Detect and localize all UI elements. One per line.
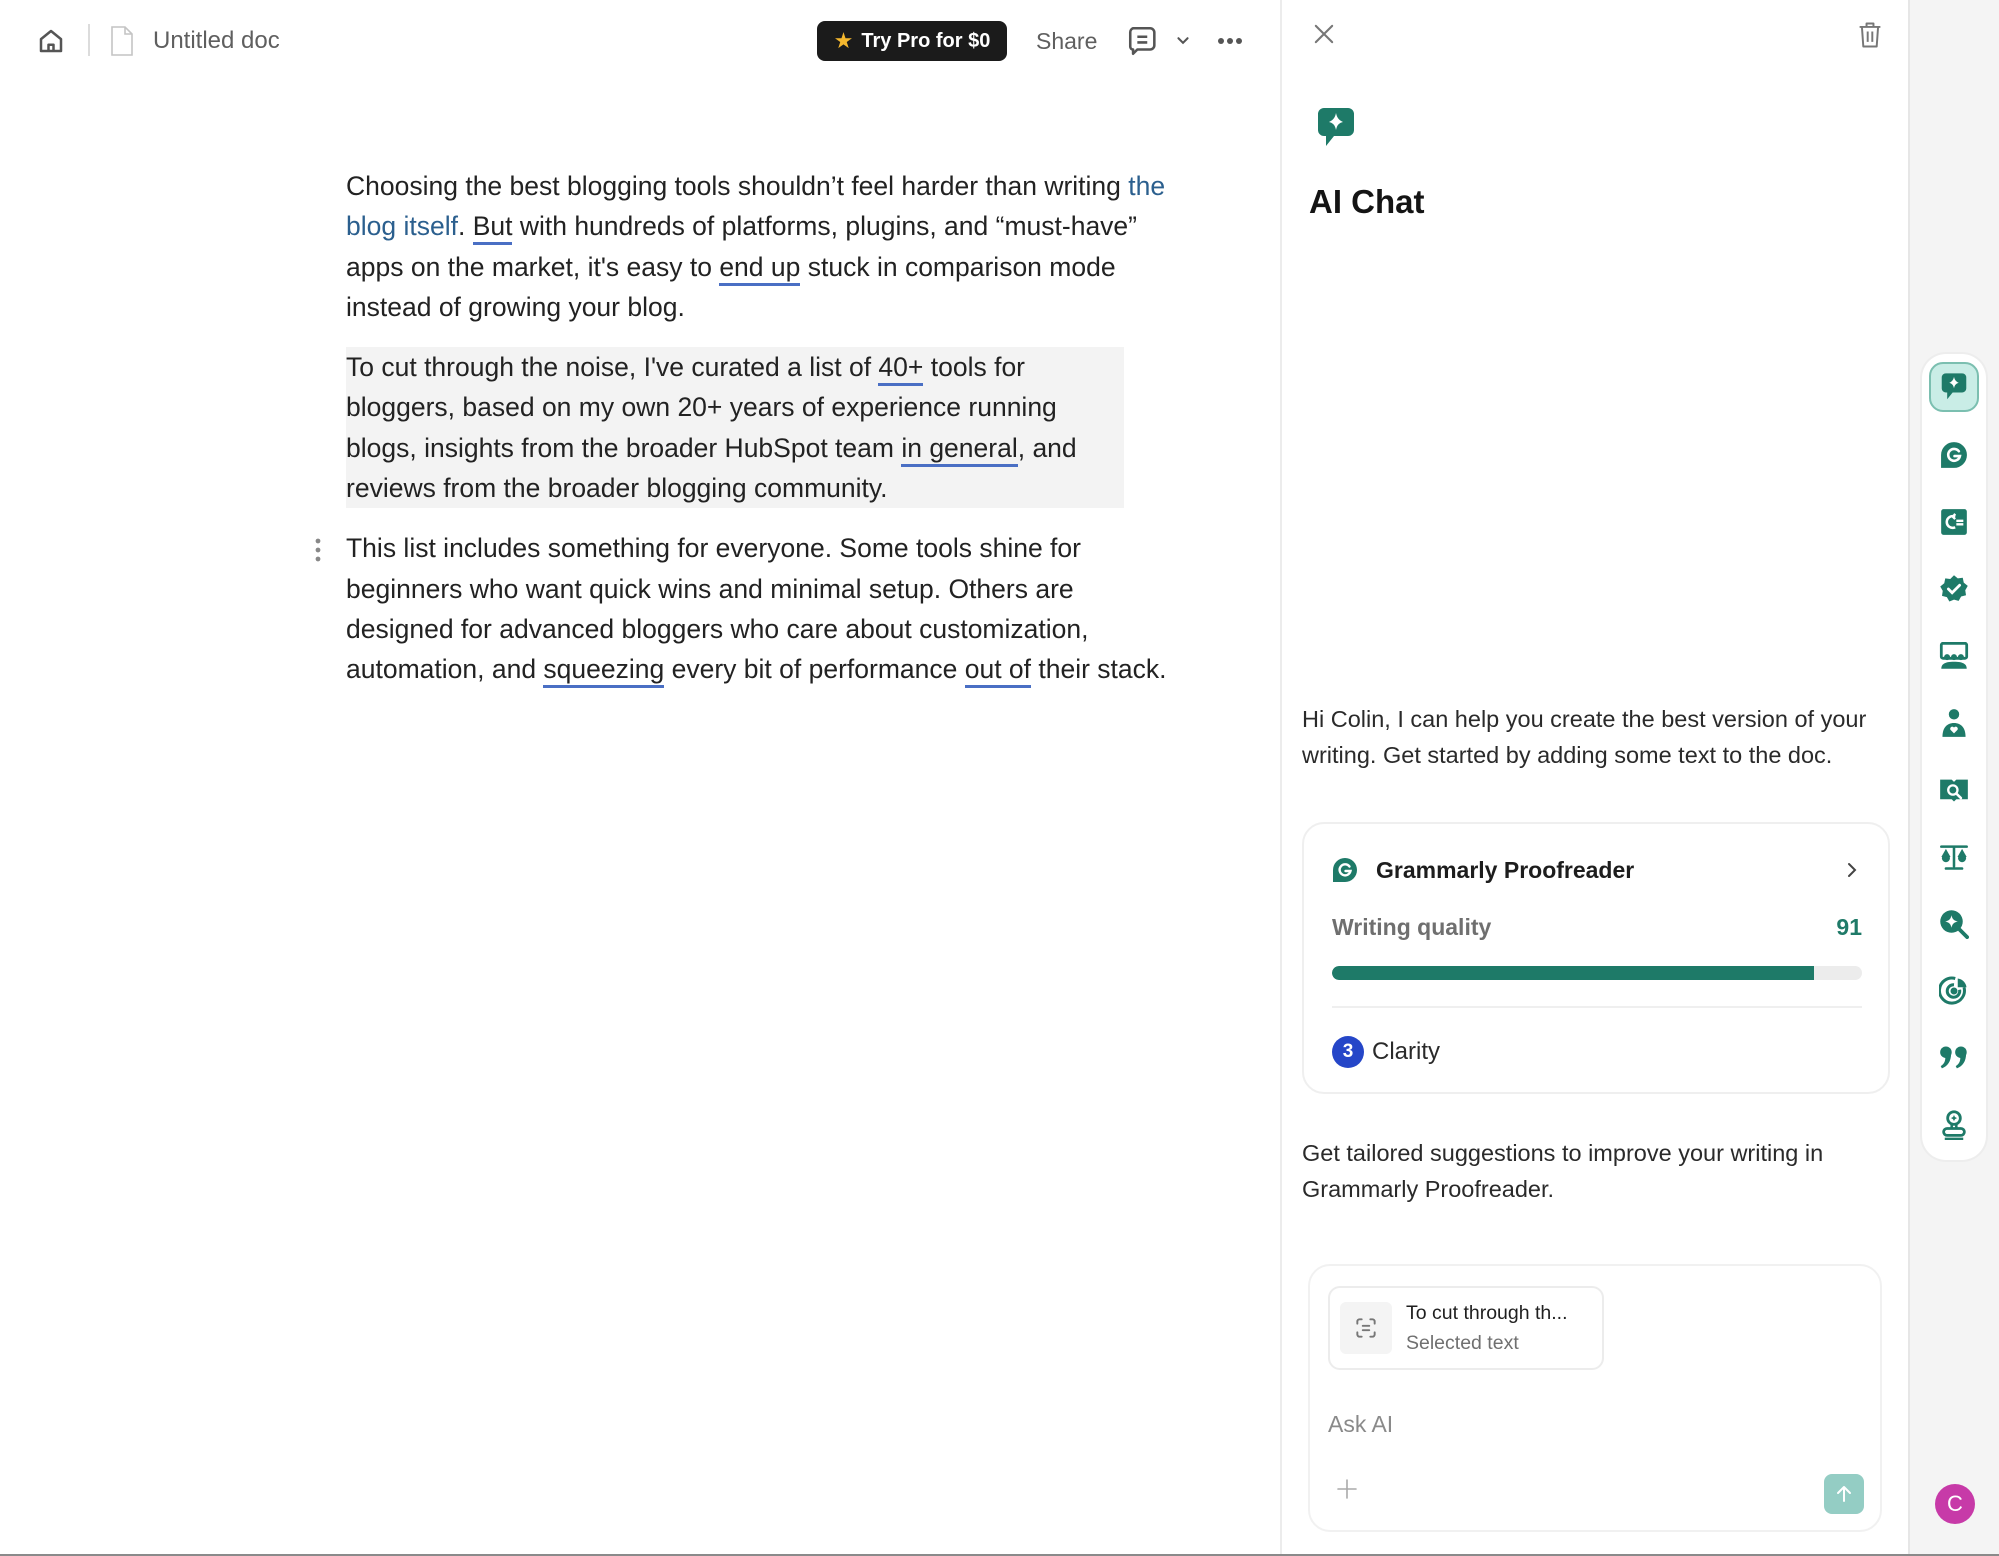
- rail-quote[interactable]: [1929, 1033, 1979, 1083]
- tailored-suggestions-text: Get tailored suggestions to improve your writing in Grammarly Proofreader.: [1302, 1140, 1824, 1202]
- rail-target[interactable]: [1929, 966, 1979, 1016]
- selected-text-chip[interactable]: [1328, 1286, 1604, 1370]
- clarity-label: Clarity: [1372, 1038, 1441, 1065]
- assistant-greeting: Hi Colin, I can help you create the best version of your writing. Get started by adding some text to the doc.: [1302, 706, 1867, 768]
- chevron-right-icon: [1844, 860, 1860, 880]
- ai-search-icon: [1939, 909, 1969, 939]
- text-segment: This list includes something for everyone. Some tools shine for beginners who want quick wins and minimal setup. Others are designed for advanced bloggers who care about customization, automation, and: [346, 533, 1089, 685]
- rail-verified[interactable]: [1929, 564, 1979, 614]
- suggestion-underline[interactable]: in general: [901, 433, 1017, 467]
- text-segment: their stack.: [1031, 654, 1167, 685]
- selected-text-label: Selected text: [1406, 1332, 1519, 1354]
- text-segment: tools for bloggers, based on my own 20+ years of experience running blogs, insights from the broader HubSpot team: [346, 352, 1057, 463]
- plus-icon[interactable]: [1336, 1478, 1358, 1500]
- audience-reactions-icon: [1939, 642, 1969, 670]
- arrow-up-icon: [1835, 1484, 1853, 1504]
- rail-audience[interactable]: [1929, 631, 1979, 681]
- send-button[interactable]: [1824, 1474, 1864, 1514]
- suggestion-underline[interactable]: squeezing: [543, 654, 664, 688]
- close-icon[interactable]: [1310, 20, 1338, 48]
- ai-chat-logo-icon: [1316, 106, 1356, 150]
- writing-quality-score: 91: [1836, 914, 1862, 940]
- text-segment: To cut through the noise, I've curated a list of: [346, 352, 879, 383]
- proofreader-title: Grammarly Proofreader: [1376, 856, 1635, 883]
- progress-fill: [1332, 966, 1814, 980]
- text-selection-icon: [1353, 1315, 1379, 1341]
- proofreader-card-header: [1332, 854, 1860, 886]
- rail-ai-search[interactable]: [1929, 899, 1979, 949]
- ask-ai-input[interactable]: [1328, 1406, 1858, 1442]
- try-pro-button[interactable]: [817, 21, 1007, 61]
- suggestion-underline[interactable]: end up: [719, 252, 800, 286]
- share-button[interactable]: Share: [1036, 28, 1098, 54]
- quote-icon: [1939, 1045, 1969, 1071]
- rail-ai-chat[interactable]: [1929, 362, 1979, 412]
- text-segment: every bit of performance: [664, 654, 965, 685]
- home-button[interactable]: [34, 24, 68, 58]
- document-title[interactable]: Untitled doc: [153, 27, 280, 54]
- writing-quality-label: Writing quality: [1332, 914, 1492, 940]
- more-horizontal-icon[interactable]: [1216, 30, 1244, 52]
- trash-icon[interactable]: [1856, 20, 1884, 50]
- suggestion-underline[interactable]: But: [473, 211, 513, 245]
- tools-rail: [1922, 354, 1986, 1160]
- balance-scale-icon: [1939, 843, 1969, 871]
- inline-link[interactable]: the blog itself: [346, 171, 1166, 242]
- toolbar-divider: [88, 24, 90, 56]
- rail-balance[interactable]: [1929, 832, 1979, 882]
- rail-paraphraser[interactable]: [1929, 497, 1979, 547]
- rail-stamp[interactable]: [1929, 1100, 1979, 1150]
- writing-quality-progress: [1332, 966, 1862, 980]
- book-search-icon: [1939, 776, 1969, 804]
- try-pro-label: Try Pro for $0: [861, 29, 991, 52]
- paragraph-3[interactable]: [346, 528, 1186, 689]
- comment-icon[interactable]: [1126, 24, 1160, 58]
- selected-text-preview: To cut through th...: [1406, 1302, 1568, 1324]
- text-segment: with hundreds of platforms, plugins, and “must-have” apps on the market, it's easy to: [346, 211, 1137, 282]
- grammarly-proofreader-icon: [1940, 441, 1968, 469]
- grammarly-logo-icon: [1332, 857, 1358, 883]
- clarity-issues: [1332, 1036, 1440, 1068]
- suggestion-underline[interactable]: out of: [965, 654, 1031, 688]
- text-segment: .: [457, 211, 473, 242]
- target-radar-icon: [1939, 976, 1969, 1006]
- rail-reader-persona[interactable]: [1929, 698, 1979, 748]
- top-bar: [0, 0, 1280, 82]
- text-segment: stuck in comparison mode instead of growing your blog.: [346, 251, 1116, 322]
- reader-persona-icon: [1941, 708, 1967, 738]
- verified-badge-icon: [1939, 574, 1969, 604]
- clarity-count-badge: 3: [1332, 1036, 1364, 1068]
- star-icon: ★: [833, 28, 854, 53]
- suggestion-underline[interactable]: 40+: [878, 352, 923, 386]
- document-icon: [110, 26, 134, 56]
- chevron-down-icon[interactable]: [1172, 30, 1194, 52]
- ai-chat-icon: [1940, 372, 1968, 402]
- rail-grammarly-proofreader[interactable]: [1929, 430, 1979, 480]
- stamp-icon: [1941, 1110, 1967, 1140]
- ai-chat-panel: [1280, 0, 1908, 1556]
- ai-chat-title: AI Chat: [1309, 183, 1425, 220]
- card-divider: [1332, 1006, 1862, 1008]
- document-body[interactable]: [346, 166, 1186, 710]
- grammarly-proofreader-card[interactable]: [1302, 822, 1890, 1094]
- home-icon: [36, 26, 66, 56]
- rail-book-search[interactable]: [1929, 765, 1979, 815]
- user-avatar[interactable]: C: [1935, 1484, 1975, 1524]
- paraphraser-icon: [1940, 508, 1968, 536]
- paragraph-2-selected[interactable]: [346, 347, 1124, 508]
- text-segment: , and reviews from the broader blogging community.: [346, 432, 1077, 504]
- paragraph-1[interactable]: [346, 166, 1186, 327]
- drag-handle-icon[interactable]: [314, 538, 322, 562]
- selection-icon-box: [1340, 1302, 1392, 1354]
- text-segment: Choosing the best blogging tools shouldn’t feel harder than writing: [346, 171, 1129, 201]
- ask-ai-composer: [1308, 1264, 1882, 1532]
